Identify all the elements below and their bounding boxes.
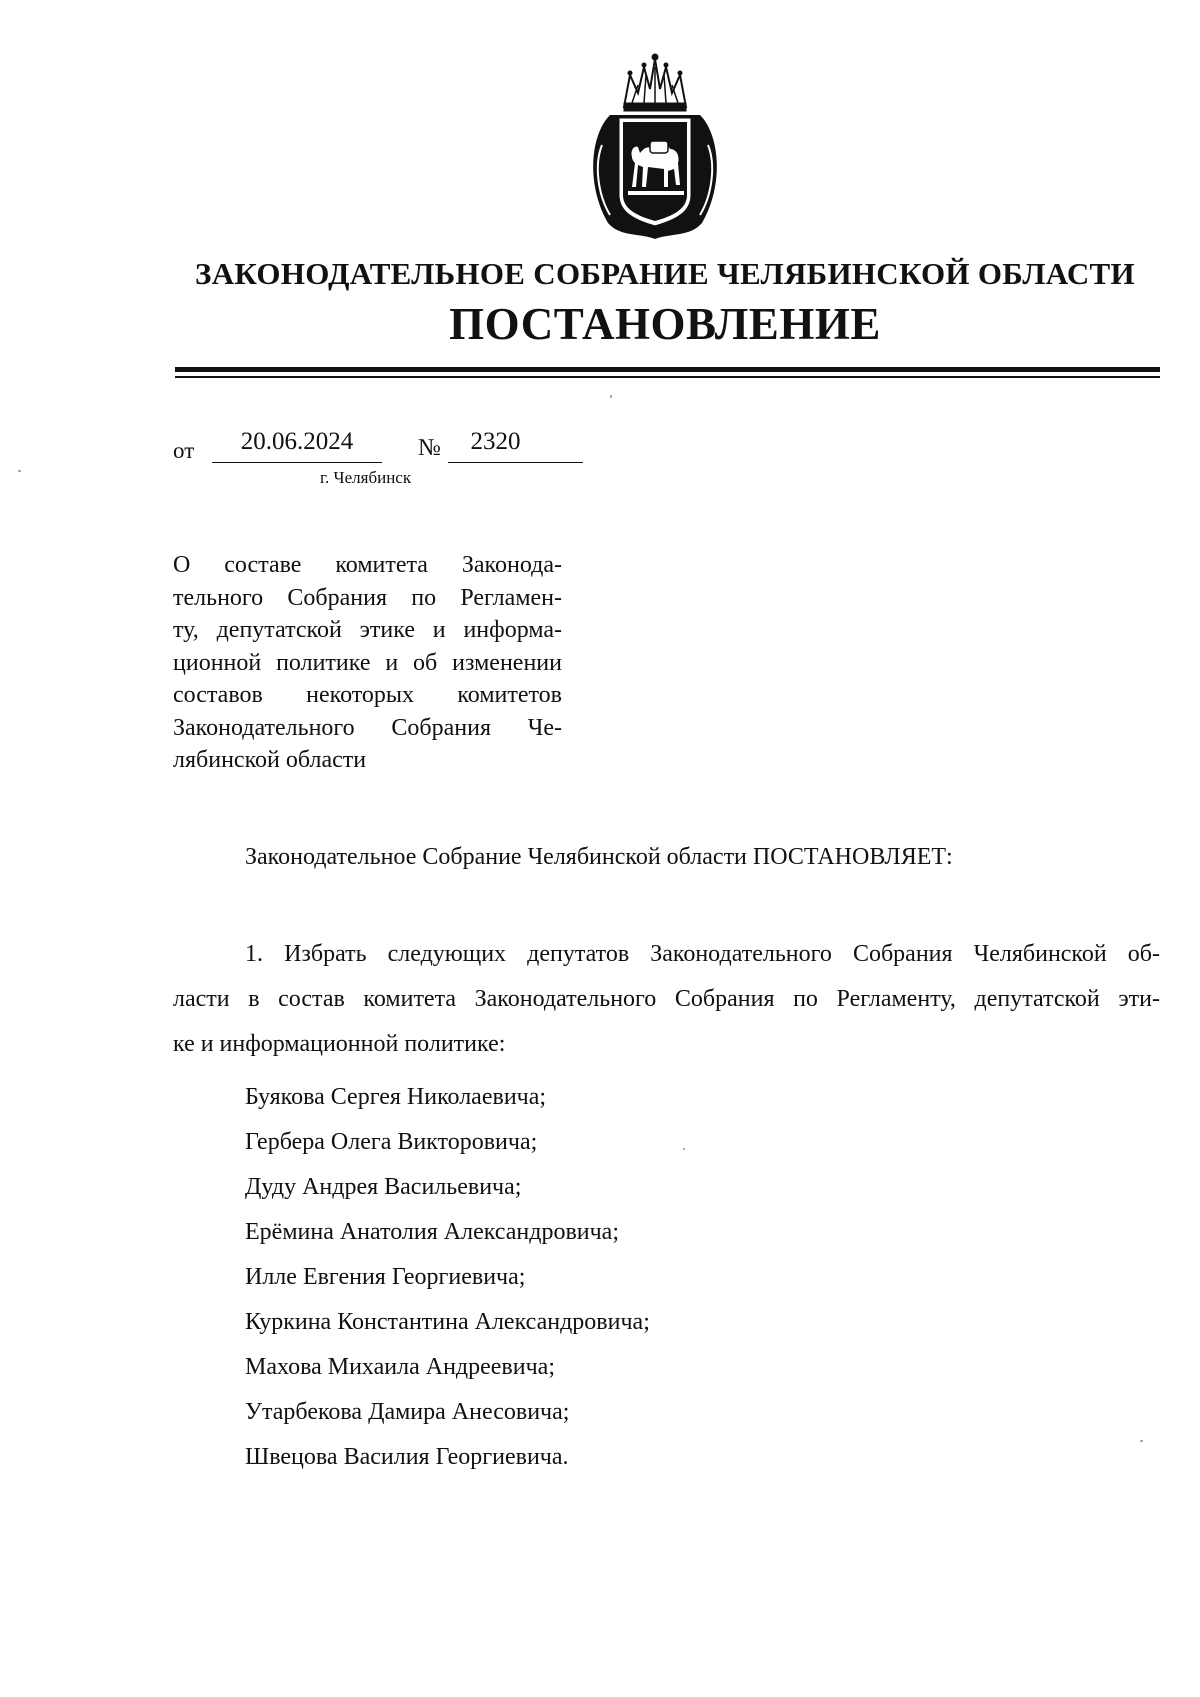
deputy-item: Махова Михаила Андреевича; — [245, 1354, 555, 1380]
subject-line: О составе комитета Законода- — [173, 552, 562, 578]
preamble: Законодательное Собрание Челябинской области ПОСТАНОВЛЯЕТ: — [245, 844, 953, 870]
deputy-item: Куркина Константина Александровича; — [245, 1309, 650, 1335]
deputy-item: Швецова Василия Георгиевича. — [245, 1444, 569, 1470]
subject-line: составов некоторых комитетов — [173, 682, 562, 708]
deputy-item: Дуду Андрея Васильевича; — [245, 1174, 522, 1200]
number-underline — [448, 462, 583, 463]
scan-speck — [18, 470, 21, 472]
document-date: 20.06.2024 — [240, 428, 354, 455]
deputy-item: Илле Евгения Георгиевича; — [245, 1264, 526, 1290]
date-prefix: от — [173, 438, 195, 463]
deputies-list — [245, 1075, 650, 1480]
document-city: г. Челябинск — [320, 468, 412, 487]
subject-line: Законодательного Собрания Че- — [173, 714, 562, 741]
scan-speck — [610, 395, 612, 398]
date-underline — [212, 462, 382, 463]
subject-line: ционной политике и об изменении — [173, 649, 562, 676]
scan-speck — [1140, 1440, 1143, 1442]
coat-of-arms-icon — [580, 45, 730, 240]
document-subject — [173, 549, 562, 777]
document-number: 2320 — [470, 428, 521, 455]
document-type-heading: ПОСТАНОВЛЕНИЕ — [449, 299, 881, 349]
deputy-item: Буякова Сергея Николаевича; — [245, 1084, 547, 1110]
header-divider-thin — [175, 376, 1160, 378]
clause-1 — [173, 932, 1160, 1067]
deputy-item: Ерёмина Анатолия Александровича; — [245, 1219, 620, 1245]
subject-line: лябинской области — [173, 747, 367, 773]
header-divider-thick — [175, 367, 1160, 372]
deputy-item: Утарбекова Дамира Анесовича; — [245, 1399, 570, 1425]
deputy-item: Гербера Олега Викторовича; — [245, 1129, 538, 1155]
clause-line: 1. Избрать следующих депутатов Законодательного Собрания Челябинской об- — [245, 941, 1160, 967]
subject-line: тельного Собрания по Регламен- — [173, 584, 562, 611]
clause-line: ке и информационной политике: — [173, 1031, 506, 1057]
organization-title: ЗАКОНОДАТЕЛЬНОЕ СОБРАНИЕ ЧЕЛЯБИНСКОЙ ОБЛАСТИ — [195, 256, 1135, 291]
subject-line: ту, депутатской этике и информа- — [173, 617, 562, 643]
number-sign: № — [418, 435, 441, 461]
scan-speck — [683, 1148, 685, 1150]
clause-line: ласти в состав комитета Законодательного Собрания по Регламенту, депутатской эти- — [173, 986, 1160, 1012]
